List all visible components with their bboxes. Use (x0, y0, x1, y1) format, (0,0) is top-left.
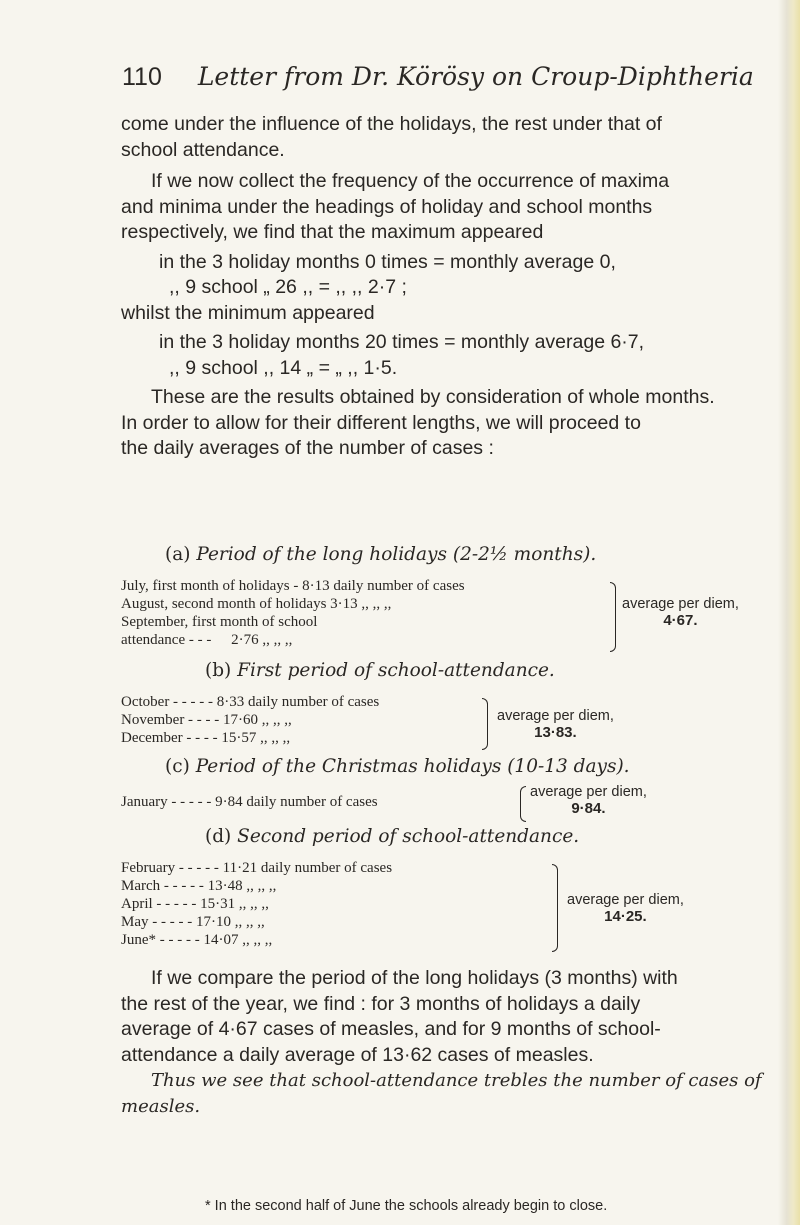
section-d-heading: (d) Second period of school-attendance. (205, 826, 580, 847)
section-b-average: average per diem, 13·83. (497, 708, 614, 741)
minimum-line: ,, 9 school ,, 14 „ = „ ,, 1·5. (169, 356, 398, 379)
table-row: May - - - - - 17·10 ,, ,, ,, (121, 914, 265, 930)
intro-text (121, 112, 715, 462)
section-b-brace (482, 698, 488, 750)
table-row: attendance - - - 2·76 ,, ,, ,, (121, 632, 293, 648)
text-line: school attendance. (121, 138, 285, 161)
table-row: September, first month of school (121, 614, 318, 630)
text-line: the daily averages of the number of cases : (121, 437, 494, 459)
section-a-average: average per diem, 4·67. (622, 596, 739, 629)
text-line: attendance a daily average of 13·62 cases of measles. (121, 1043, 594, 1066)
text-line: the rest of the year, we find : for 3 months of holidays a daily (121, 992, 641, 1015)
table-row: August, second month of holidays 3·13 ,, ,, ,, (121, 596, 392, 612)
text-line: These are the results obtained by consideration of whole months. (151, 386, 715, 408)
table-row: January - - - - - 9·84 daily number of cases (121, 794, 378, 810)
text-line: If we compare the period of the long holidays (3 months) with (151, 967, 678, 989)
maximum-line: in the 3 holiday months 0 times = monthly average 0, (159, 250, 616, 273)
text-line: come under the influence of the holidays, the rest under that of (121, 113, 662, 135)
running-header (122, 62, 754, 92)
table-row: April - - - - - 15·31 ,, ,, ,, (121, 896, 269, 912)
footnote: * In the second half of June the schools already begin to close. (205, 1198, 608, 1214)
table-row: February - - - - - 11·21 daily number of cases (121, 860, 393, 876)
section-d-brace (552, 864, 558, 952)
text-line: measles. (121, 1095, 201, 1117)
text-line: Thus we see that school-attendance trebles the number of cases of (151, 1070, 762, 1091)
running-title: Letter from Dr. Körösy on Croup-Diphtheria (197, 62, 754, 91)
minimum-line: in the 3 holiday months 20 times = monthly average 6·7, (159, 331, 645, 353)
maximum-line: ,, 9 school „ 26 ,, = ,, ,, 2·7 ; (169, 276, 407, 298)
table-row: July, first month of holidays - 8·13 daily number of cases (121, 578, 465, 594)
section-d-average: average per diem, 14·25. (567, 892, 684, 925)
section-c-brace (520, 786, 526, 822)
section-c-heading: (c) Period of the Christmas holidays (10-13 days). (165, 756, 630, 777)
conclusion-text (121, 966, 762, 1119)
page-number: 110 (122, 63, 162, 91)
page-edge (778, 0, 800, 1225)
section-c-average: average per diem, 9·84. (530, 784, 647, 817)
text-line: In order to allow for their different lengths, we will proceed to (121, 411, 641, 434)
text-line: respectively, we find that the maximum appeared (121, 221, 544, 243)
table-row: December - - - - 15·57 ,, ,, ,, (121, 730, 291, 746)
section-a-heading: (a) Period of the long holidays (2-2½ months). (165, 544, 597, 565)
text-line: If we now collect the frequency of the occurrence of maxima (151, 170, 670, 192)
text-line: whilst the minimum appeared (121, 301, 375, 324)
text-line: average of 4·67 cases of measles, and for 9 months of school- (121, 1018, 661, 1040)
section-a-brace (610, 582, 616, 652)
table-row: November - - - - 17·60 ,, ,, ,, (121, 712, 292, 728)
section-b-heading: (b) First period of school-attendance. (205, 660, 555, 681)
table-row: March - - - - - 13·48 ,, ,, ,, (121, 878, 277, 894)
text-line: and minima under the headings of holiday and school months (121, 195, 653, 218)
table-row: June* - - - - - 14·07 ,, ,, ,, (121, 932, 273, 948)
table-row: October - - - - - 8·33 daily number of cases (121, 694, 380, 710)
